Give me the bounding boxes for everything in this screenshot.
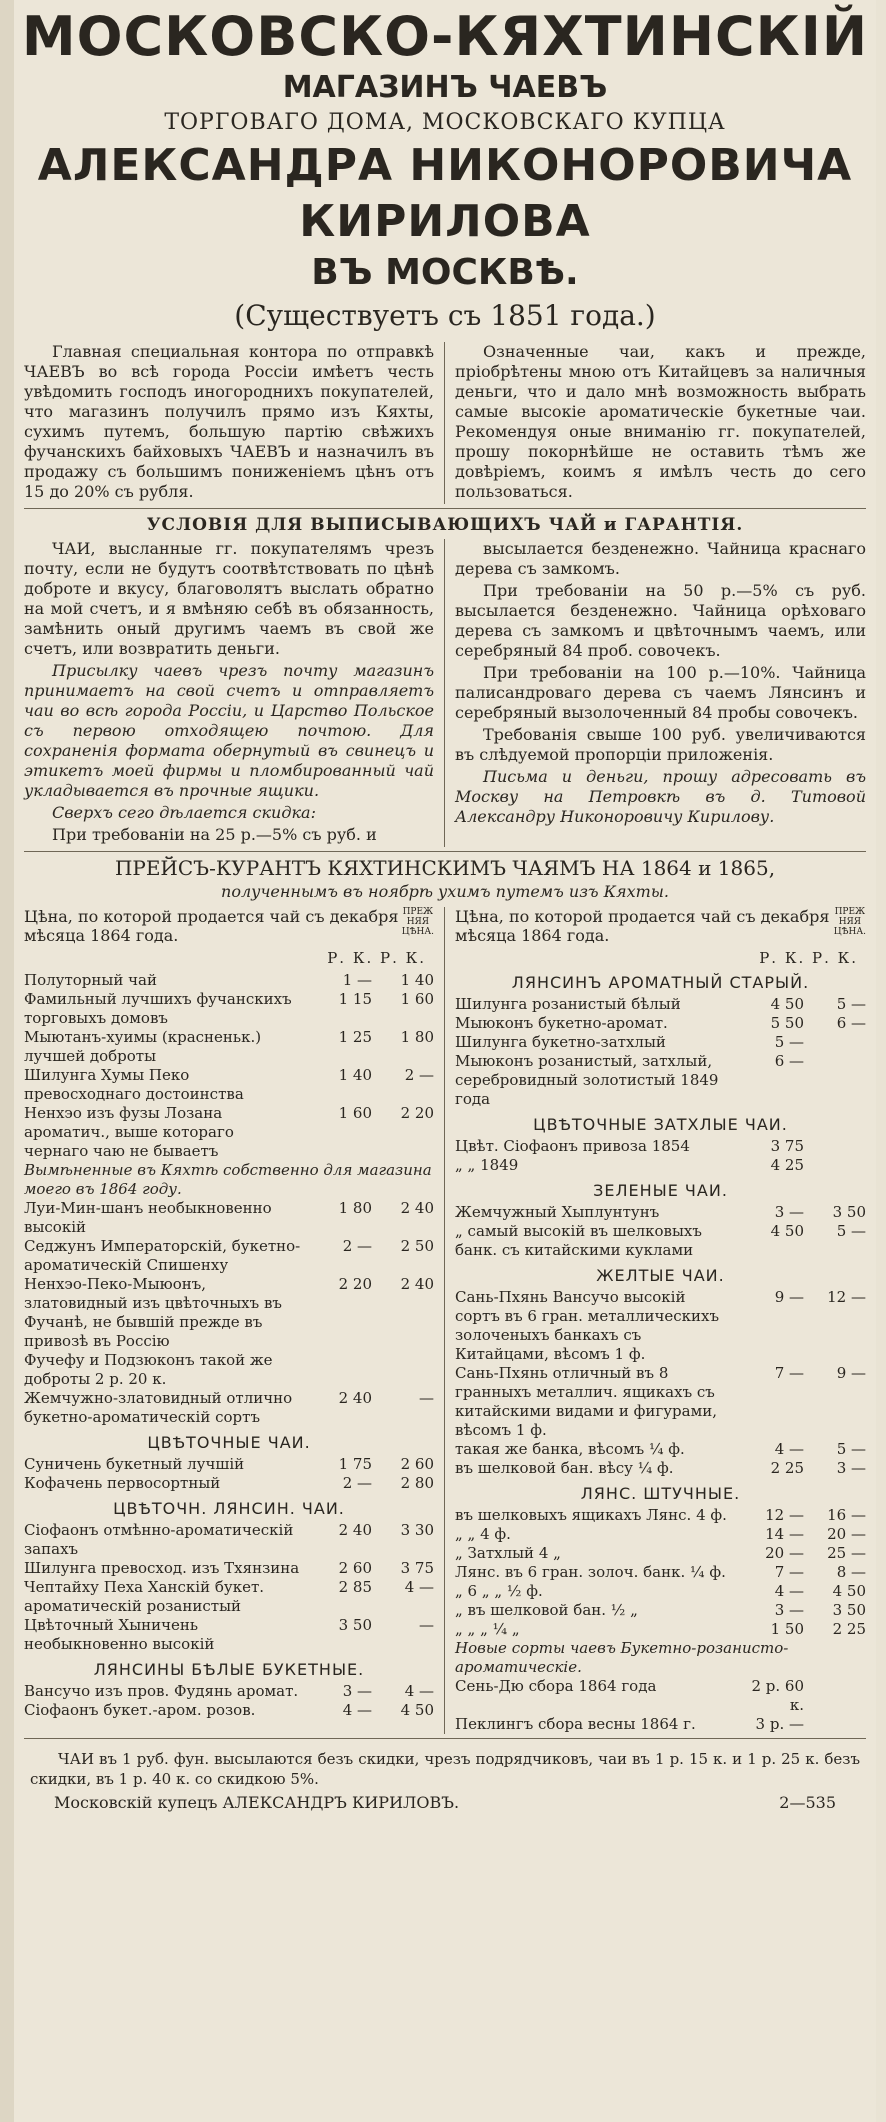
price-row [24, 1066, 434, 1104]
current-price: 1 50 [770, 1620, 804, 1638]
masthead [14, 6, 876, 336]
tea-name: Цвѣт. Сіофаонъ привоза 1854 [455, 1137, 690, 1155]
merchant-signature: Московскій купецъ АЛЕКСАНДРЪ КИРИЛОВЪ. [54, 1793, 460, 1812]
price-row [24, 1682, 434, 1701]
tea-name: „ въ шелковой бан. ½ „ [455, 1601, 638, 1619]
current-price: 2 — [342, 1474, 372, 1492]
tea-name: Лянс. въ 6 гран. золоч. банк. ¼ ф. [455, 1563, 726, 1581]
cond-right-2: При требованіи на 50 р.—5% съ руб. высылается безденежно. Чайница орѣховаго дерева съ замкомъ и цвѣточнымъ чаемъ, или серебряный 84 проб. совочекъ. [455, 581, 866, 660]
cond-left-1: ЧАИ, высланные гг. покупателямъ чрезъ почту, если не будутъ соотвѣтствовать по цѣнѣ доброте и вкусу, благоволятъ выслать обратно на мой счетъ, и я вмѣняю себѣ въ обязанность, замѣнить оный другимъ чаемъ въ свой же счетъ, или возвратить деньги. [24, 539, 434, 658]
current-price: 4 50 [770, 995, 804, 1013]
previous-price: 3 50 [832, 1601, 866, 1619]
intro-right-text: Означенные чаи, какъ и прежде, пріобрѣтены мною отъ Китайцевъ за наличныя деньги, что и дало мнѣ возможность выбрать самые высокіе ароматическіе букетные чаи. Рекомендуя оные вниманію гг. покупателей, прошу покорнѣйше не оставить тѣмъ же довѣріемъ, коимъ я имѣлъ честь до сего пользоваться. [455, 342, 866, 501]
current-price: 1 80 [338, 1199, 372, 1217]
price-row [24, 1474, 434, 1493]
price-row [24, 971, 434, 990]
price-row [24, 1275, 434, 1351]
price-row [455, 1203, 866, 1222]
tea-name: Вансучо изъ пров. Фудянь аромат. [24, 1682, 299, 1700]
previous-price: 20 — [827, 1525, 866, 1543]
current-price: 2 60 [338, 1559, 372, 1577]
price-row [455, 1052, 866, 1109]
cond-right-5: Письма и деньги, прошу адресовать въ Москву на Петровкѣ въ д. Титовой Александру Никоноровичу Кирилову. [455, 767, 866, 826]
price-row [24, 1104, 434, 1161]
right-note: Новые сорты чаевъ Букетно-розанисто-ароматическіе. [455, 1639, 789, 1676]
title-line-2: МАГАЗИНЪ ЧАЕВЪ [282, 70, 608, 105]
ad-number: 2—535 [779, 1793, 836, 1812]
previous-price: 3 75 [400, 1559, 434, 1577]
tea-name: „ 6 „ „ ½ ф. [455, 1582, 543, 1600]
tea-name: Цвѣточный Хыничень необыкновенно высокій [24, 1616, 215, 1653]
tea-name: Мыютанъ-хуимы (красненьк.) лучшей доброты [24, 1028, 262, 1065]
price-row [455, 1364, 866, 1440]
previous-price: 3 50 [832, 1203, 866, 1221]
price-row [455, 1620, 866, 1639]
section-heading: ЛЯНСИНЫ БѢЛЫЕ БУКЕТНЫЕ. [93, 1660, 365, 1679]
previous-price: 2 40 [400, 1275, 434, 1293]
current-price: 2 — [342, 1237, 372, 1255]
previous-price [804, 1715, 866, 1734]
tea-name: Кофачень первосортный [24, 1474, 221, 1492]
cond-left-4: При требованіи на 25 р.—5% съ руб. и [52, 825, 377, 844]
previous-price: 2 20 [400, 1104, 434, 1122]
tea-name: Шилунга превосход. изъ Тхянзина [24, 1559, 300, 1577]
previous-price: — [419, 1389, 434, 1407]
tea-name: Сань-Пхянь отличный въ 8 гранныхъ металлич. ящикахъ съ китайскими видами и фигурами, вѣсомъ 1 ф. [455, 1364, 718, 1439]
price-row [455, 1582, 866, 1601]
tea-name: „ „ 1849 [455, 1156, 519, 1174]
conditions-section [14, 539, 876, 847]
previous-price: 2 60 [400, 1455, 434, 1473]
tea-name: Сань-Пхянь Вансучо высокій сортъ въ 6 гран. металлическихъ золоченыхъ банкахъ съ Китайцами, вѣсомъ 1 ф. [455, 1288, 720, 1363]
price-row [24, 1616, 434, 1654]
conditions-title: УСЛОВІЯ ДЛЯ ВЫПИСЫВАЮЩИХЪ ЧАЙ и ГАРАНТІЯ. [146, 515, 744, 535]
current-price: 6 — [774, 1052, 804, 1070]
current-price [302, 1351, 372, 1389]
previous-price [804, 1137, 866, 1156]
price-row [24, 1237, 434, 1275]
previous-price: 16 — [827, 1506, 866, 1524]
title-line-1: МОСКОВСКО-КЯХТИНСКІЙ [21, 5, 869, 68]
previous-price: 1 40 [400, 971, 434, 989]
current-price: 1 75 [338, 1455, 372, 1473]
price-header-text: Цѣна, по которой продается чай съ декабря мѣсяца 1864 года. [24, 907, 399, 945]
current-price: 1 25 [338, 1028, 372, 1046]
previous-price: 4 — [404, 1682, 434, 1700]
price-row [24, 990, 434, 1028]
current-price: 2 р. 60 к. [751, 1677, 804, 1714]
tea-name: Жемчужный Хыплунтунъ [455, 1203, 660, 1221]
current-price: 5 50 [770, 1014, 804, 1032]
price-row [455, 1137, 866, 1156]
price-row [455, 1563, 866, 1582]
price-row [455, 1156, 866, 1175]
current-price: 2 85 [338, 1578, 372, 1596]
tea-name: Сень-Дю сбора 1864 года [455, 1677, 657, 1695]
price-row [24, 1028, 434, 1066]
previous-price: 2 — [404, 1066, 434, 1084]
page-gutter [0, 0, 15, 2122]
current-price: 3 — [774, 1203, 804, 1221]
tea-name: Мыюконъ розанистый, затхлый, серебровидный золотистый 1849 года [455, 1052, 719, 1108]
price-header-text: Цѣна, по которой продается чай съ декабря мѣсяца 1864 года. [455, 907, 830, 945]
previous-price: 2 40 [400, 1199, 434, 1217]
previous-price [372, 1351, 434, 1389]
previous-price: 3 30 [400, 1521, 434, 1539]
previous-price: 2 25 [832, 1620, 866, 1638]
currency-header: Р. К. Р. К. [759, 949, 858, 967]
cond-right-4: Требованія свыше 100 руб. увеличиваются въ слѣдуемой пропорціи приложенія. [455, 725, 866, 764]
tea-name: Суничень букетный лучшій [24, 1455, 245, 1473]
tea-name: Шилунга букетно-затхлый [455, 1033, 666, 1051]
current-price: 3 — [774, 1601, 804, 1619]
price-row [24, 1578, 434, 1616]
current-price: 3 75 [770, 1137, 804, 1155]
price-row [455, 1222, 866, 1260]
divider [24, 508, 866, 509]
divider [24, 851, 866, 852]
price-row [24, 1389, 434, 1427]
previous-price: 5 — [836, 1440, 866, 1458]
current-price: 1 — [342, 971, 372, 989]
section-heading: ЛЯНСИНЪ АРОМАТНЫЙ СТАРЫЙ. [511, 973, 810, 992]
previous-price: 4 50 [400, 1701, 434, 1719]
current-price: 2 40 [338, 1389, 372, 1407]
current-price: 3 — [342, 1682, 372, 1700]
price-row [455, 1033, 866, 1052]
tea-name: Жемчужно-златовидный отлично букетно-ароматическій сортъ [24, 1389, 293, 1426]
left-note: Вымѣненные въ Кяхтѣ собственно для магазина моего въ 1864 году. [24, 1161, 432, 1198]
cond-left-3: Сверхъ сего дѣлается скидка: [52, 803, 316, 822]
tea-name: въ шелковой бан. вѣсу ¼ ф. [455, 1459, 674, 1477]
previous-price: 6 — [836, 1014, 866, 1032]
tea-name: Сіофаонъ отмѣнно-ароматическій запахъ [24, 1521, 294, 1558]
currency-header: Р. К. Р. К. [327, 949, 426, 967]
tea-name: „ „ „ ¼ „ [455, 1620, 520, 1638]
price-column-header [455, 907, 866, 945]
price-row [455, 1506, 866, 1525]
title-line-6: (Существуетъ съ 1851 года.) [234, 299, 656, 332]
intro-left-text: Главная специальная контора по отправкѣ ЧАЕВЪ во всѣ города Россіи имѣетъ честь увѣдомить господъ иногороднихъ покупателей, что магазинъ получилъ прямо изъ Кяхты, сухимъ путемъ, большую партію свѣжихъ фучанскихъ байховыхъ ЧАЕВЪ и назначилъ въ продажу съ большимъ пониженіемъ цѣнъ отъ 15 до 20% съ рубля. [24, 342, 434, 501]
current-price: 4 50 [770, 1222, 804, 1240]
tea-name: Фамильный лучшихъ фучанскихъ торговыхъ домовъ [24, 990, 292, 1027]
title-line-5: ВЪ МОСКВѢ. [311, 252, 579, 293]
previous-price: 5 — [836, 995, 866, 1013]
current-price: 12 — [765, 1506, 804, 1524]
tea-name: Ненхэо-Пеко-Мыюонъ, златовидный изъ цвѣточныхъ въ Фучанѣ, не бывшій прежде въ привозѣ въ Россію [24, 1275, 282, 1350]
current-price: 2 40 [338, 1521, 372, 1539]
price-row [455, 1440, 866, 1459]
price-column-header [24, 907, 434, 945]
current-price: 4 — [774, 1582, 804, 1600]
pricelist-section [14, 907, 876, 1734]
section-heading: ЛЯНС. ШТУЧНЫЕ. [580, 1484, 741, 1503]
cond-right-3: При требованіи на 100 р.—10%. Чайница палисандроваго дерева съ чаемъ Лянсинъ и серебряный вызолоченный 84 пробы совочекъ. [455, 663, 866, 722]
previous-price: 9 — [836, 1364, 866, 1382]
previous-price: 2 80 [400, 1474, 434, 1492]
current-price: 4 — [342, 1701, 372, 1719]
advertisement-page [14, 0, 876, 2122]
previous-price [804, 1677, 866, 1715]
title-line-4: АЛЕКСАНДРА НИКОНОРОВИЧА КИРИЛОВА [37, 140, 853, 247]
current-price: 3 50 [338, 1616, 372, 1634]
signature-line [14, 1789, 876, 1812]
previous-price: — [419, 1616, 434, 1634]
previous-price: 2 50 [400, 1237, 434, 1255]
pricelist-title: ПРЕЙСЪ-КУРАНТЪ КЯХТИНСКИМЪ ЧАЯМЪ НА 1864 и 1865, [114, 856, 776, 880]
previous-price [804, 1052, 866, 1109]
price-row [455, 1601, 866, 1620]
current-price: 1 40 [338, 1066, 372, 1084]
current-price: 4 25 [770, 1156, 804, 1174]
price-row [455, 1459, 866, 1478]
previous-price [804, 1033, 866, 1052]
current-price: 5 — [774, 1033, 804, 1051]
price-row [24, 1701, 434, 1720]
price-row [24, 1199, 434, 1237]
section-heading: ЗЕЛЕНЫЕ ЧАИ. [593, 1181, 728, 1200]
tea-name: Фучефу и Подзюконъ такой же доброты 2 р. 20 к. [24, 1351, 273, 1388]
tea-name: Шилунга розанистый бѣлый [455, 995, 681, 1013]
section-heading: ЦВѢТОЧНЫЕ ЧАИ. [147, 1433, 311, 1452]
tea-name: Шилунга Хумы Пеко превосходнаго достоинства [24, 1066, 244, 1103]
previous-price: 8 — [836, 1563, 866, 1581]
previous-price: 4 50 [832, 1582, 866, 1600]
price-row [24, 1455, 434, 1474]
previous-price: 1 60 [400, 990, 434, 1008]
previous-price: 5 — [836, 1222, 866, 1240]
previous-price: 1 80 [400, 1028, 434, 1046]
price-row [455, 995, 866, 1014]
previous-price [804, 1156, 866, 1175]
price-row [24, 1351, 434, 1389]
current-price: 3 р. — [755, 1715, 804, 1733]
previous-price: 3 — [836, 1459, 866, 1477]
title-line-3: ТОРГОВАГО ДОМА, МОСКОВСКАГО КУПЦА [164, 110, 726, 135]
tea-name: Пеклингъ сбора весны 1864 г. [455, 1715, 696, 1733]
intro-section [14, 342, 876, 504]
divider [24, 1738, 866, 1739]
cond-right-1: высылается безденежно. Чайница краснаго дерева съ замкомъ. [455, 539, 866, 578]
previous-price: 25 — [827, 1544, 866, 1562]
current-price: 1 60 [338, 1104, 372, 1122]
section-heading: ЦВѢТОЧНЫЕ ЗАТХЛЫЕ ЧАИ. [533, 1115, 788, 1134]
previous-price-header: ПРЕЖ НЯЯ ЦѢНА. [833, 907, 866, 937]
tea-name: Сіофаонъ букет.-аром. розов. [24, 1701, 256, 1719]
current-price: 2 20 [338, 1275, 372, 1293]
tea-name: въ шелковыхъ ящикахъ Лянс. 4 ф. [455, 1506, 727, 1524]
price-row [455, 1288, 866, 1364]
current-price: 7 — [774, 1563, 804, 1581]
price-row [455, 1677, 866, 1715]
tea-name: такая же банка, вѣсомъ ¼ ф. [455, 1440, 685, 1458]
price-row [455, 1715, 866, 1734]
tea-name: Луи-Мин-шанъ необыкновенно высокій [24, 1199, 272, 1236]
footer-text: ЧАИ въ 1 руб. фун. высылаются безъ скидки, чрезъ подрядчиковъ, чаи въ 1 р. 15 к. и 1 р. 25 к. безъ скидки, въ 1 р. 40 к. со скидкою 5%. [30, 1750, 860, 1788]
previous-price: 4 — [404, 1578, 434, 1596]
current-price: 2 25 [770, 1459, 804, 1477]
current-price: 1 15 [338, 990, 372, 1008]
section-heading: ЦВѢТОЧН. ЛЯНСИН. ЧАИ. [113, 1499, 345, 1518]
current-price: 20 — [765, 1544, 804, 1562]
previous-price-header: ПРЕЖ НЯЯ ЦѢНА. [401, 907, 434, 937]
price-row [455, 1525, 866, 1544]
price-row [455, 1014, 866, 1033]
cond-left-2: Присылку чаевъ чрезъ почту магазинъ принимаетъ на свой счетъ и отправляетъ чаи во всѣ города Россіи, и Царство Польское съ первою отходящею почтою. Для сохраненія формата обернутый въ свинецъ и этикетъ моей фирмы и пломбированный чай укладывается въ прочные ящики. [24, 661, 434, 800]
previous-price: 12 — [827, 1288, 866, 1306]
pricelist-subtitle: полученнымъ въ ноябрѣ ухимъ путемъ изъ Кяхты. [221, 882, 669, 901]
current-price: 9 — [774, 1288, 804, 1306]
tea-name: „ „ 4 ф. [455, 1525, 511, 1543]
tea-name: „ самый высокій въ шелковыхъ банк. съ китайскими куклами [455, 1222, 702, 1259]
tea-name: „ Затхлый 4 „ [455, 1544, 561, 1562]
price-row [455, 1544, 866, 1563]
current-price: 14 — [765, 1525, 804, 1543]
price-row [24, 1521, 434, 1559]
current-price: 4 — [774, 1440, 804, 1458]
current-price: 7 — [774, 1364, 804, 1382]
price-row [24, 1559, 434, 1578]
tea-name: Седжунъ Императорскій, букетно-ароматическій Спишенху [24, 1237, 301, 1274]
tea-name: Мыюконъ букетно-аромат. [455, 1014, 668, 1032]
tea-name: Чептайху Пеха Ханскій букет. ароматическій розанистый [24, 1578, 265, 1615]
section-heading: ЖЕЛТЫЕ ЧАИ. [596, 1266, 725, 1285]
tea-name: Ненхэо изъ фузы Лозана ароматич., выше котораго чернаго чаю не бываетъ [24, 1104, 234, 1160]
tea-name: Полуторный чай [24, 971, 157, 989]
